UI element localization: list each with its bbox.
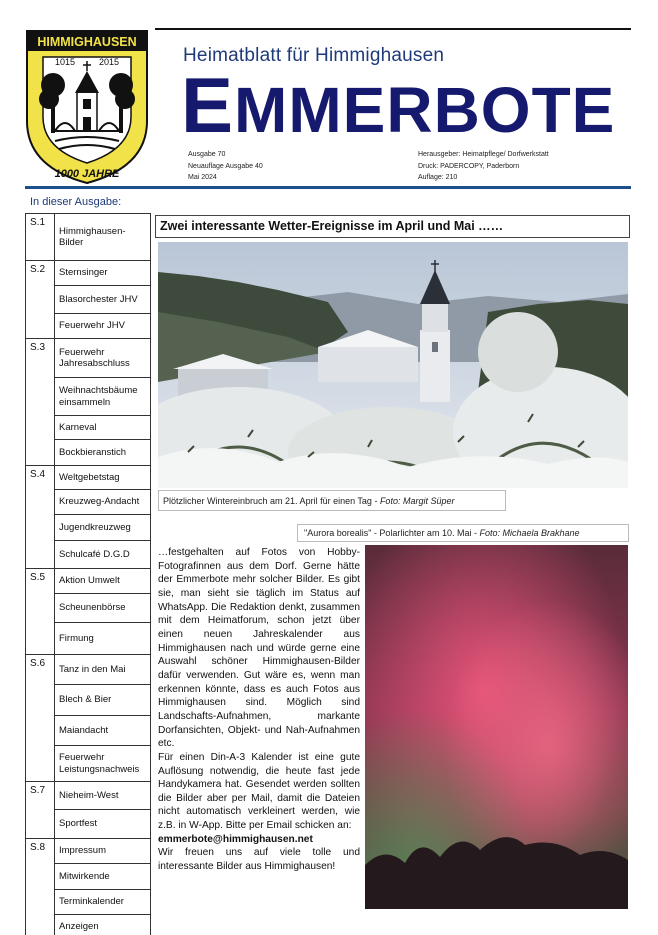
issue-number: Ausgabe 70 — [188, 151, 226, 158]
toc-entry[interactable]: Weihnachtsbäume einsammeln — [55, 378, 150, 416]
printer: Druck: PADERCOPY, Paderborn — [418, 162, 520, 170]
aurora-photo — [365, 545, 628, 909]
toc-page-number: S.7 — [26, 782, 55, 838]
toc-entry[interactable]: Himmighausen-Bilder — [59, 225, 126, 248]
article-closing: Wir freuen uns auf viele tolle und interessante Bilder aus Himmighausen! — [158, 847, 360, 873]
table-of-contents — [25, 213, 151, 935]
caption2-credit: Foto: Michaela Brakhane — [479, 528, 580, 538]
article-body — [158, 546, 360, 874]
article-paragraph-1: …festgehalten auf Fotos von Hobby-Fotografinnen aus dem Dorf. Gerne hätte der Emmerbote mehr solcher Bilder. Es gibt sie, man sieht sie täglich im Status auf WhatsApp. Die Redaktion denkt, zusammen mit dem Heimatforum, schon jetzt über einen neuen Jahreskalender aus Himmighausen nach und würde gerne eine Auswahl schöner Himmighausen-Bilder dafür verwenden. Gut wäre es, wenn man erkennen könnte, dass es auch Fotos aus Himmighausen sind. Möglich sind Landschafts-Aufnahmen, markante Dorfansichten, Objekt- und Nah-Aufnahmen etc. — [158, 547, 360, 750]
toc-section-3 — [26, 339, 150, 466]
toc-entry[interactable]: Feuerwehr Leistungsnachweis — [59, 752, 140, 775]
toc-page-number: S.4 — [26, 466, 55, 568]
toc-entry[interactable]: Kreuzweg-Andacht — [55, 490, 150, 515]
coat-of-arms-logo — [25, 29, 149, 185]
article-title: Zwei interessante Wetter-Ereignisse im April und Mai …… — [155, 215, 630, 238]
newsletter-subtitle: Heimatblatt für Himmighausen — [183, 45, 445, 66]
svg-text:2015: 2015 — [98, 57, 120, 67]
publisher: Herausgeber: Heimatpflege/ Dorfwerkstatt — [418, 151, 549, 158]
photo2-caption — [297, 524, 629, 542]
svg-text:1000 JAHRE: 1000 JAHRE — [54, 168, 120, 180]
contact-email[interactable]: emmerbote@himmighausen.net — [158, 833, 313, 845]
toc-entry[interactable]: Bockbieranstich — [59, 446, 127, 458]
toc-section-6 — [26, 655, 150, 782]
toc-section-2 — [26, 261, 150, 339]
masthead-rest: MMERBOTE — [234, 74, 616, 146]
toc-entry[interactable]: Impressum — [55, 839, 150, 864]
toc-page-number: S.1 — [26, 214, 55, 260]
toc-entry[interactable]: Terminkalender — [55, 890, 150, 915]
toc-section-4 — [26, 466, 150, 569]
svg-text:1015: 1015 — [54, 57, 76, 67]
toc-entry[interactable]: Mitwirkende — [55, 864, 150, 890]
toc-entry[interactable]: Blasorchester JHV — [55, 286, 150, 314]
toc-page-number: S.5 — [26, 569, 55, 654]
caption2-text: "Aurora borealis" - Polarlichter am 10. Mai - — [304, 528, 480, 538]
toc-entry[interactable]: Firmung — [59, 632, 94, 644]
masthead-initial: E — [181, 61, 235, 149]
toc-section-7 — [26, 782, 150, 839]
toc-entry[interactable]: Sportfest — [59, 818, 98, 830]
toc-entry[interactable]: Sternsinger — [55, 261, 150, 286]
article-paragraph-2: Für einen Din-A-3 Kalender ist eine gute Auflösung notwendig, die heute fast jede Handykamera hat. Gesendet werden sollten die Bilder aber per Mail, damit die Dateien nicht automatisch verkleinert werden, wie z.B. in W-App. Bitte per Email schicken an: — [158, 751, 360, 832]
toc-entry[interactable]: Blech & Bier — [55, 685, 150, 716]
crest-name: HIMMIGHAUSEN — [37, 35, 137, 49]
toc-entry[interactable]: Tanz in den Mai — [55, 655, 150, 685]
masthead-title — [181, 61, 616, 149]
toc-entry[interactable]: Anzeigen — [59, 921, 99, 933]
toc-entry[interactable]: Nieheim-West — [55, 782, 150, 810]
toc-entry[interactable]: Jugendkreuzweg — [55, 515, 150, 541]
toc-title: In dieser Ausgabe: — [30, 196, 122, 208]
photo1-caption — [158, 490, 506, 511]
toc-entry[interactable]: Schulcafé D.G.D — [59, 548, 130, 560]
toc-entry[interactable]: Scheunenbörse — [55, 594, 150, 623]
toc-section-5 — [26, 569, 150, 655]
caption1-text: Plötzlicher Wintereinbruch am 21. April für einen Tag - — [163, 496, 380, 506]
toc-entry[interactable]: Karneval — [55, 416, 150, 440]
circulation: Auflage: 210 — [418, 174, 458, 181]
toc-page-number: S.6 — [26, 655, 55, 781]
caption1-credit: Foto: Margit Süper — [379, 496, 455, 506]
header-rule — [25, 186, 631, 189]
snow-village-photo — [158, 242, 628, 488]
toc-entry[interactable]: Feuerwehr Jahresabschluss — [55, 339, 150, 378]
toc-section-1 — [26, 214, 150, 261]
toc-entry[interactable]: Weltgebetstag — [55, 466, 150, 490]
toc-page-number: S.2 — [26, 261, 55, 338]
top-rule — [155, 28, 631, 30]
toc-page-number: S.8 — [26, 839, 55, 935]
issue-date: Mai 2024 — [188, 174, 217, 181]
publisher-info — [418, 149, 549, 184]
toc-page-number: S.3 — [26, 339, 55, 465]
toc-entry[interactable]: Feuerwehr JHV — [59, 320, 125, 332]
issue-info — [188, 149, 263, 184]
toc-entry[interactable]: Maiandacht — [55, 716, 150, 746]
toc-section-8 — [26, 839, 150, 935]
reissue-number: Neuauflage Ausgabe 40 — [188, 162, 263, 170]
toc-entry[interactable]: Aktion Umwelt — [55, 569, 150, 594]
